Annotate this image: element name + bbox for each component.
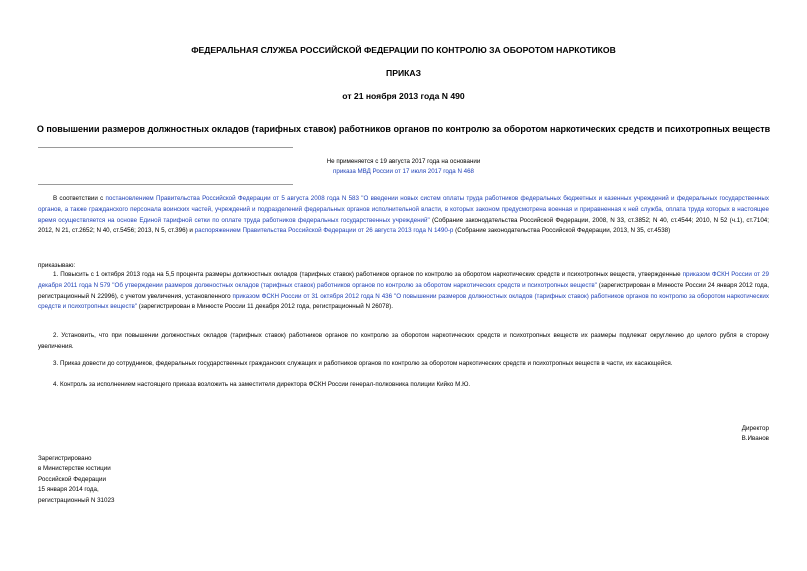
preamble-text-3: (Собрание законодательства Российской Федерации, 2013, N 35, ст.4538) <box>453 227 671 235</box>
registration-line-1: Зарегистрировано <box>38 455 92 462</box>
signature-name: В.Иванов <box>741 435 769 443</box>
item-1-paragraph <box>38 270 769 313</box>
registration-line-4: 15 января 2014 года, <box>38 486 99 494</box>
document-title: О повышении размеров должностных окладов (тарифных ставок) работников органов по контролю за оборотом наркотических средств и психотропных веществ <box>36 124 771 134</box>
item-3-paragraph <box>38 359 769 370</box>
item-2-text: 2. Установить, что при повышении должностных окладов (тарифных ставок) работников органов по контролю за оборотом наркотических средств и психотропных веществ их размеры подлежат округлению до целого рубля в сторону увеличения. <box>38 332 769 350</box>
item-1-link-order-579[interactable]: приказом ФСКН России от 29 декабря 2011 года N 579 "Об утверждении размеров должностных окладов (тарифных ставок) работников органов по контролю за оборотом наркотических средств и психотропных веществ" <box>38 271 769 289</box>
agency-heading: ФЕДЕРАЛЬНАЯ СЛУЖБА РОССИЙСКОЙ ФЕДЕРАЦИИ ПО КОНТРОЛЮ ЗА ОБОРОТОМ НАРКОТИКОВ <box>191 45 616 55</box>
document-type: ПРИКАЗ <box>386 68 421 78</box>
preamble-text-2: (Собрание законодательства Российской Федерации, 2008, N 33, ст.3852; N 40, ст.4544; 2010, N 52 (ч.1), ст.7104; 2012, N 21, ст.2652; N 40, ст.5456; 2013, N 5, ст.396) и <box>38 216 770 235</box>
item-4-text: 4. Контроль за исполнением настоящего приказа возложить на заместителя директора ФСКН России генерал-полковника полиции Кийко М.Ю. <box>53 381 471 388</box>
item-3-text: 3. Приказ довести до сотрудников, федеральных государственных гражданских служащих и работников органов по контролю за оборотом наркотических средств и психотропных веществ в части, их касающейся. <box>53 360 673 367</box>
order-word: приказываю: <box>38 262 76 269</box>
registration-line-5: регистрационный N 31023 <box>38 496 115 504</box>
status-note-link[interactable]: приказа МВД России от 17 июля 2017 года N 468 <box>333 168 474 175</box>
item-1-text-3: (зарегистрирован в Минюсте России 11 декабря 2012 года, регистрационный N 26078). <box>137 303 393 311</box>
preamble-paragraph <box>38 194 769 237</box>
registration-line-3: Российской Федерации <box>38 475 106 483</box>
divider-bottom <box>38 184 293 185</box>
preamble-link-decree-583[interactable]: постановлением Правительства Российской Федерации от 5 августа 2008 года N 583 "О введении новых систем оплаты труда работников федеральных бюджетных и казенных учреждений и федеральных государственных органов, а также гражданского персонала воинских частей, учреждений и подразделений федеральных органов исполнительной власти, в которых законом предусмотрена военная и приравненная к ней служба, оплата труда которых в настоящее время осуществляется на основе Единой тарифной сетки по оплате труда работников федеральных государственных учреждений" <box>38 195 769 224</box>
registration-block <box>38 454 114 506</box>
status-note <box>0 157 807 177</box>
document-date-number: от 21 ноября 2013 года N 490 <box>342 91 465 101</box>
item-4-paragraph <box>38 380 769 391</box>
divider-top <box>38 147 293 148</box>
status-note-text: Не применяется с 19 августа 2017 года на основании <box>326 158 481 165</box>
signature-block <box>742 424 769 445</box>
item-1-text-1: 1. Повысить с 1 октября 2013 года на 5,5 процента размеры должностных окладов (тарифных ставок) работников органов по контролю за оборотом наркотических средств и психотропных веществ, утвержденные <box>53 271 683 278</box>
item-1-text-2: (зарегистрирован в Минюсте России 24 января 2012 года, регистрационный N 22996), с учетом увеличения, установленного <box>38 281 769 300</box>
preamble-text-1: В соответствии с <box>53 195 106 202</box>
signature-position: Директор <box>741 425 769 432</box>
registration-line-2: в Министерстве юстиции <box>38 465 111 473</box>
preamble-link-order-1490[interactable]: распоряжением Правительства Российской Федерации от 26 августа 2013 года N 1490-р <box>194 227 454 235</box>
item-2-paragraph <box>38 331 769 353</box>
item-1-link-order-436[interactable]: приказом ФСКН России от 31 октября 2012 года N 436 "О повышении размеров должностных окладов (тарифных ставок) работников органов по контролю за оборотом наркотических средств и психотропных веществ" <box>38 292 769 311</box>
